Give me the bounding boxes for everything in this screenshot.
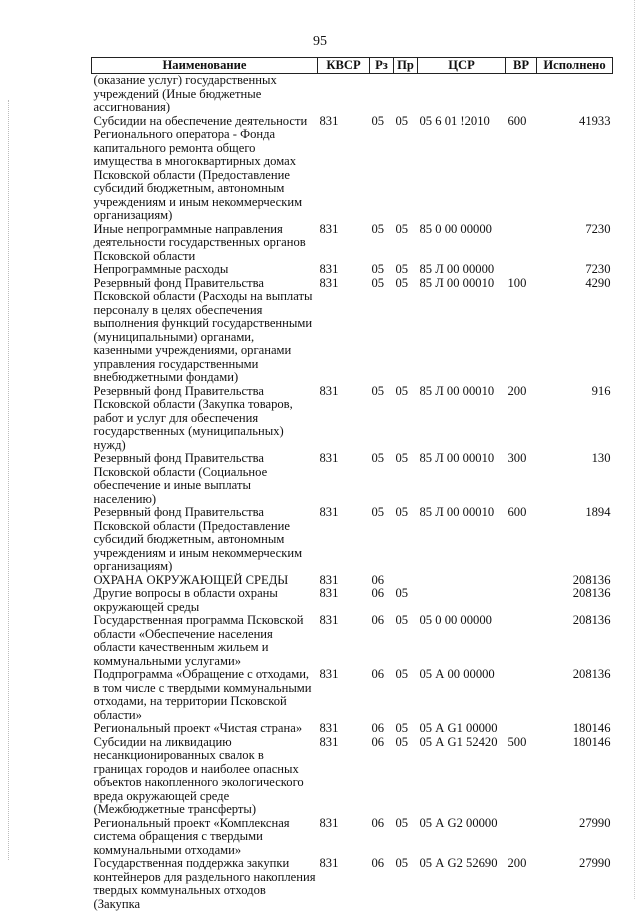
table-row xyxy=(92,115,613,223)
cell-rz: 06 xyxy=(370,736,394,817)
header-pr: Пр xyxy=(394,58,418,74)
cell-vr xyxy=(506,223,537,264)
cell-csr: 05 А 00 00000 xyxy=(418,668,506,722)
cell-csr xyxy=(418,74,506,115)
table-header xyxy=(92,58,613,74)
table-row xyxy=(92,74,613,115)
cell-rz: 06 xyxy=(370,817,394,858)
page-number: 95 xyxy=(0,34,640,50)
cell-csr: 05 0 00 00000 xyxy=(418,614,506,668)
table-row xyxy=(92,614,613,668)
cell-name: Непрограммные расходы xyxy=(92,263,318,277)
cell-rz: 05 xyxy=(370,263,394,277)
cell-csr xyxy=(418,587,506,614)
cell-vr: 500 xyxy=(506,736,537,817)
cell-vr xyxy=(506,668,537,722)
table-row xyxy=(92,574,613,588)
cell-csr: 85 Л 00 00010 xyxy=(418,506,506,574)
cell-pr xyxy=(394,74,418,115)
left-margin-rule xyxy=(8,100,10,860)
cell-isp: 27990 xyxy=(537,857,613,911)
cell-pr: 05 xyxy=(394,736,418,817)
cell-isp: 208136 xyxy=(537,574,613,588)
cell-kvsr: 831 xyxy=(318,223,370,264)
table-row xyxy=(92,817,613,858)
cell-csr: 85 Л 00 00000 xyxy=(418,263,506,277)
header-csr: ЦСР xyxy=(418,58,506,74)
cell-kvsr xyxy=(318,74,370,115)
cell-name: Субсидии на обеспечение деятельности Регионального оператора - Фонда капитального ремонта общего имущества в многоквартирных домах Псковской области (Предоставление субсидий бюджетным, автономным учреждениям и иным некоммерческим организациям) xyxy=(92,115,318,223)
cell-kvsr: 831 xyxy=(318,506,370,574)
cell-isp: 27990 xyxy=(537,817,613,858)
cell-name: Резервный фонд Правительства Псковской области (Расходы на выплаты персоналу в целях обеспечения выполнения функций государственными (муниципальными) органами, казенными учреждениями, органами управления государственными внебюджетными фондами) xyxy=(92,277,318,385)
cell-name: Другие вопросы в области охраны окружающей среды xyxy=(92,587,318,614)
cell-isp: 180146 xyxy=(537,736,613,817)
cell-csr: 05 А G2 52690 xyxy=(418,857,506,911)
cell-name: Резервный фонд Правительства Псковской области (Закупка товаров, работ и услуг для обеспечения государственных (муниципальных) нужд) xyxy=(92,385,318,453)
cell-rz: 06 xyxy=(370,668,394,722)
table-row xyxy=(92,506,613,574)
cell-pr: 05 xyxy=(394,263,418,277)
cell-name: Региональный проект «Комплексная система обращения с твердыми коммунальными отходами» xyxy=(92,817,318,858)
cell-rz: 06 xyxy=(370,722,394,736)
cell-isp: 208136 xyxy=(537,587,613,614)
cell-pr: 05 xyxy=(394,857,418,911)
cell-kvsr: 831 xyxy=(318,722,370,736)
cell-pr: 05 xyxy=(394,587,418,614)
cell-csr xyxy=(418,574,506,588)
header-isp: Исполнено xyxy=(537,58,613,74)
cell-csr: 05 А G2 00000 xyxy=(418,817,506,858)
cell-kvsr: 831 xyxy=(318,614,370,668)
table-row xyxy=(92,587,613,614)
cell-vr xyxy=(506,722,537,736)
cell-vr: 300 xyxy=(506,452,537,506)
cell-kvsr: 831 xyxy=(318,385,370,453)
cell-rz: 05 xyxy=(370,223,394,264)
cell-kvsr: 831 xyxy=(318,574,370,588)
table-row xyxy=(92,736,613,817)
cell-name: Резервный фонд Правительства Псковской области (Предоставление субсидий бюджетным, автономным учреждениям и иным некоммерческим организациям) xyxy=(92,506,318,574)
cell-kvsr: 831 xyxy=(318,452,370,506)
cell-name: Государственная программа Псковской области «Обеспечение населения области качественным жильем и коммунальными услугами» xyxy=(92,614,318,668)
cell-isp: 1894 xyxy=(537,506,613,574)
cell-kvsr: 831 xyxy=(318,857,370,911)
cell-csr: 85 Л 00 00010 xyxy=(418,385,506,453)
cell-pr: 05 xyxy=(394,277,418,385)
cell-name: Иные непрограммные направления деятельности государственных органов Псковской области xyxy=(92,223,318,264)
cell-rz: 06 xyxy=(370,857,394,911)
cell-isp: 4290 xyxy=(537,277,613,385)
cell-isp: 130 xyxy=(537,452,613,506)
cell-vr: 200 xyxy=(506,385,537,453)
cell-rz: 05 xyxy=(370,115,394,223)
cell-pr: 05 xyxy=(394,223,418,264)
cell-pr: 05 xyxy=(394,452,418,506)
cell-rz: 05 xyxy=(370,452,394,506)
cell-isp: 7230 xyxy=(537,223,613,264)
cell-kvsr: 831 xyxy=(318,277,370,385)
cell-csr: 85 Л 00 00010 xyxy=(418,277,506,385)
cell-name: Государственная поддержка закупки контейнеров для раздельного накопления твердых коммунальных отходов (Закупка xyxy=(92,857,318,911)
cell-pr xyxy=(394,574,418,588)
cell-csr: 85 Л 00 00010 xyxy=(418,452,506,506)
cell-vr xyxy=(506,587,537,614)
cell-pr: 05 xyxy=(394,115,418,223)
cell-kvsr: 831 xyxy=(318,587,370,614)
cell-vr xyxy=(506,263,537,277)
cell-pr: 05 xyxy=(394,614,418,668)
cell-kvsr: 831 xyxy=(318,668,370,722)
cell-rz: 06 xyxy=(370,614,394,668)
cell-rz: 06 xyxy=(370,587,394,614)
cell-isp: 916 xyxy=(537,385,613,453)
right-margin-rule xyxy=(634,0,636,899)
cell-pr: 05 xyxy=(394,668,418,722)
cell-vr: 200 xyxy=(506,857,537,911)
cell-csr: 05 6 01 !2010 xyxy=(418,115,506,223)
cell-vr xyxy=(506,817,537,858)
table-row xyxy=(92,223,613,264)
cell-name: (оказание услуг) государственных учреждений (Иные бюджетные ассигнования) xyxy=(92,74,318,115)
cell-pr: 05 xyxy=(394,817,418,858)
cell-rz: 05 xyxy=(370,277,394,385)
cell-isp: 208136 xyxy=(537,668,613,722)
cell-vr xyxy=(506,74,537,115)
cell-isp xyxy=(537,74,613,115)
table-row xyxy=(92,722,613,736)
cell-name: Субсидии на ликвидацию несанкционированных свалок в границах городов и наиболее опасных объектов накопленного экологического вреда окружающей среде (Межбюджетные трансферты) xyxy=(92,736,318,817)
cell-isp: 208136 xyxy=(537,614,613,668)
table-row xyxy=(92,385,613,453)
table-body xyxy=(92,74,613,911)
cell-vr: 100 xyxy=(506,277,537,385)
table-row xyxy=(92,263,613,277)
header-vr: ВР xyxy=(506,58,537,74)
cell-isp: 180146 xyxy=(537,722,613,736)
cell-csr: 85 0 00 00000 xyxy=(418,223,506,264)
header-name: Наименование xyxy=(92,58,318,74)
table-row xyxy=(92,452,613,506)
table-row xyxy=(92,857,613,911)
cell-kvsr: 831 xyxy=(318,115,370,223)
cell-rz: 05 xyxy=(370,506,394,574)
cell-kvsr: 831 xyxy=(318,263,370,277)
cell-pr: 05 xyxy=(394,722,418,736)
cell-name: ОХРАНА ОКРУЖАЮЩЕЙ СРЕДЫ xyxy=(92,574,318,588)
cell-isp: 7230 xyxy=(537,263,613,277)
cell-pr: 05 xyxy=(394,385,418,453)
budget-execution-table xyxy=(91,57,613,911)
cell-name: Резервный фонд Правительства Псковской области (Социальное обеспечение и иные выплаты населению) xyxy=(92,452,318,506)
cell-rz: 05 xyxy=(370,385,394,453)
cell-csr: 05 А G1 00000 xyxy=(418,722,506,736)
cell-rz: 06 xyxy=(370,574,394,588)
cell-kvsr: 831 xyxy=(318,736,370,817)
cell-name: Региональный проект «Чистая страна» xyxy=(92,722,318,736)
cell-vr: 600 xyxy=(506,506,537,574)
table-row xyxy=(92,668,613,722)
cell-kvsr: 831 xyxy=(318,817,370,858)
cell-vr xyxy=(506,614,537,668)
cell-csr: 05 А G1 52420 xyxy=(418,736,506,817)
cell-pr: 05 xyxy=(394,506,418,574)
cell-vr: 600 xyxy=(506,115,537,223)
cell-vr xyxy=(506,574,537,588)
cell-isp: 41933 xyxy=(537,115,613,223)
header-kvsr: КВСР xyxy=(318,58,370,74)
cell-rz xyxy=(370,74,394,115)
table-row xyxy=(92,277,613,385)
header-rz: Рз xyxy=(370,58,394,74)
cell-name: Подпрограмма «Обращение с отходами, в том числе с твердыми коммунальными отходами, на территории Псковской области» xyxy=(92,668,318,722)
